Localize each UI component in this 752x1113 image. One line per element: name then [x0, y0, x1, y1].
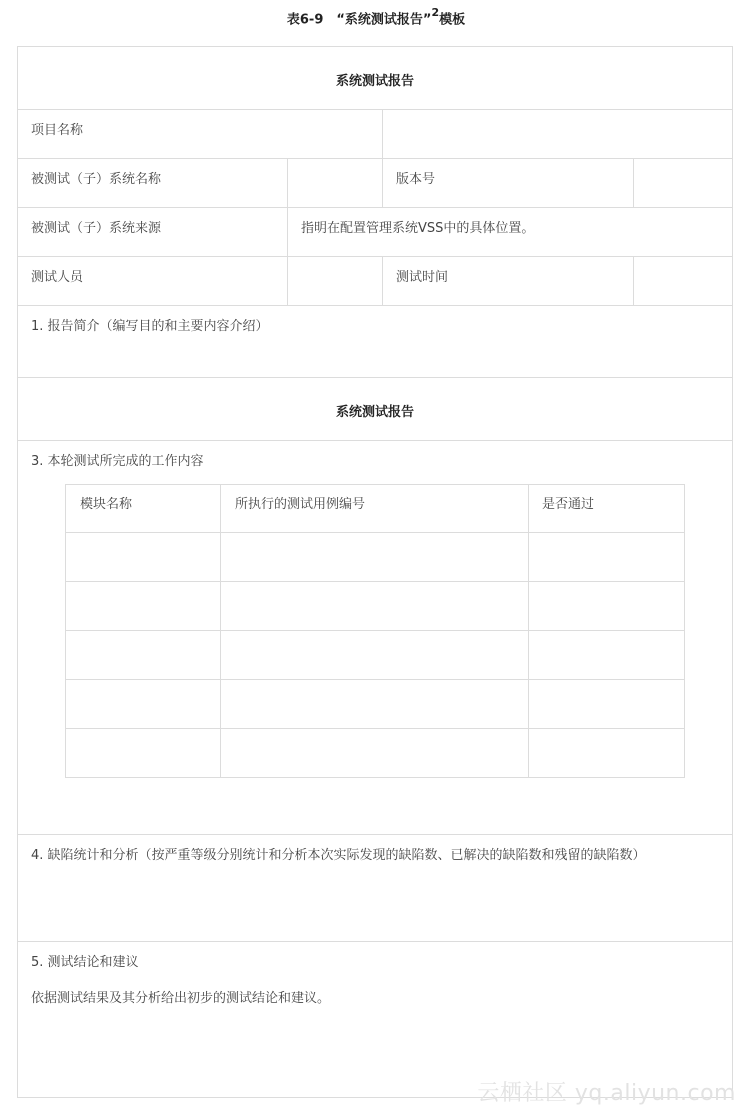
- work-content-table: [65, 484, 685, 778]
- row-divider: [17, 377, 733, 378]
- system-source-value: 指明在配置管理系统VSS中的具体位置。: [301, 221, 535, 236]
- inner-row-divider: [65, 581, 685, 582]
- inner-col-divider: [220, 484, 221, 778]
- inner-col-divider: [528, 484, 529, 778]
- row-divider: [17, 207, 733, 208]
- row-divider: [17, 305, 733, 306]
- test-time-label: 测试时间: [396, 270, 449, 285]
- project-name-label: 项目名称: [31, 123, 84, 138]
- row-divider: [17, 941, 733, 942]
- system-name-label: 被测试（子）系统名称: [31, 172, 162, 187]
- col-divider: [287, 158, 288, 207]
- col-divider: [633, 158, 634, 207]
- testers-label: 测试人员: [31, 270, 84, 285]
- system-source-label: 被测试（子）系统来源: [31, 221, 162, 236]
- col-divider: [382, 109, 383, 158]
- col-divider: [382, 158, 383, 207]
- report-header-title: 系统测试报告: [335, 74, 414, 89]
- conclusion-text: 依据测试结果及其分析给出初步的测试结论和建议。: [31, 991, 331, 1006]
- table-caption: 表6-9 “系统测试报告”$^2$模板: [286, 6, 466, 28]
- inner-header-test-case: 所执行的测试用例编号: [235, 497, 366, 512]
- section-work-content: 3. 本轮测试所完成的工作内容: [31, 454, 204, 469]
- col-divider: [382, 256, 383, 305]
- row-divider: [17, 109, 733, 110]
- section-defect-analysis: 4. 缺陷统计和分析（按严重等级分别统计和分析本次实际发现的缺陷数、已解决的缺陷数和残留的缺陷数）: [31, 848, 646, 863]
- inner-row-divider: [65, 728, 685, 729]
- col-divider: [287, 256, 288, 305]
- col-divider: [287, 207, 288, 256]
- inner-row-divider: [65, 532, 685, 533]
- version-label: 版本号: [396, 172, 436, 187]
- row-divider: [17, 834, 733, 835]
- inner-header-module: 模块名称: [80, 497, 133, 512]
- section-report-title: 系统测试报告: [335, 405, 414, 420]
- watermark: 云栖社区 yq.aliyun.com: [477, 1081, 736, 1106]
- row-divider: [17, 440, 733, 441]
- inner-row-divider: [65, 679, 685, 680]
- section-report-intro: 1. 报告简介（编写目的和主要内容介绍）: [31, 319, 269, 334]
- col-divider: [633, 256, 634, 305]
- row-divider: [17, 256, 733, 257]
- inner-row-divider: [65, 630, 685, 631]
- row-divider: [17, 158, 733, 159]
- inner-header-pass: 是否通过: [542, 497, 595, 512]
- section-conclusion: 5. 测试结论和建议: [31, 955, 139, 970]
